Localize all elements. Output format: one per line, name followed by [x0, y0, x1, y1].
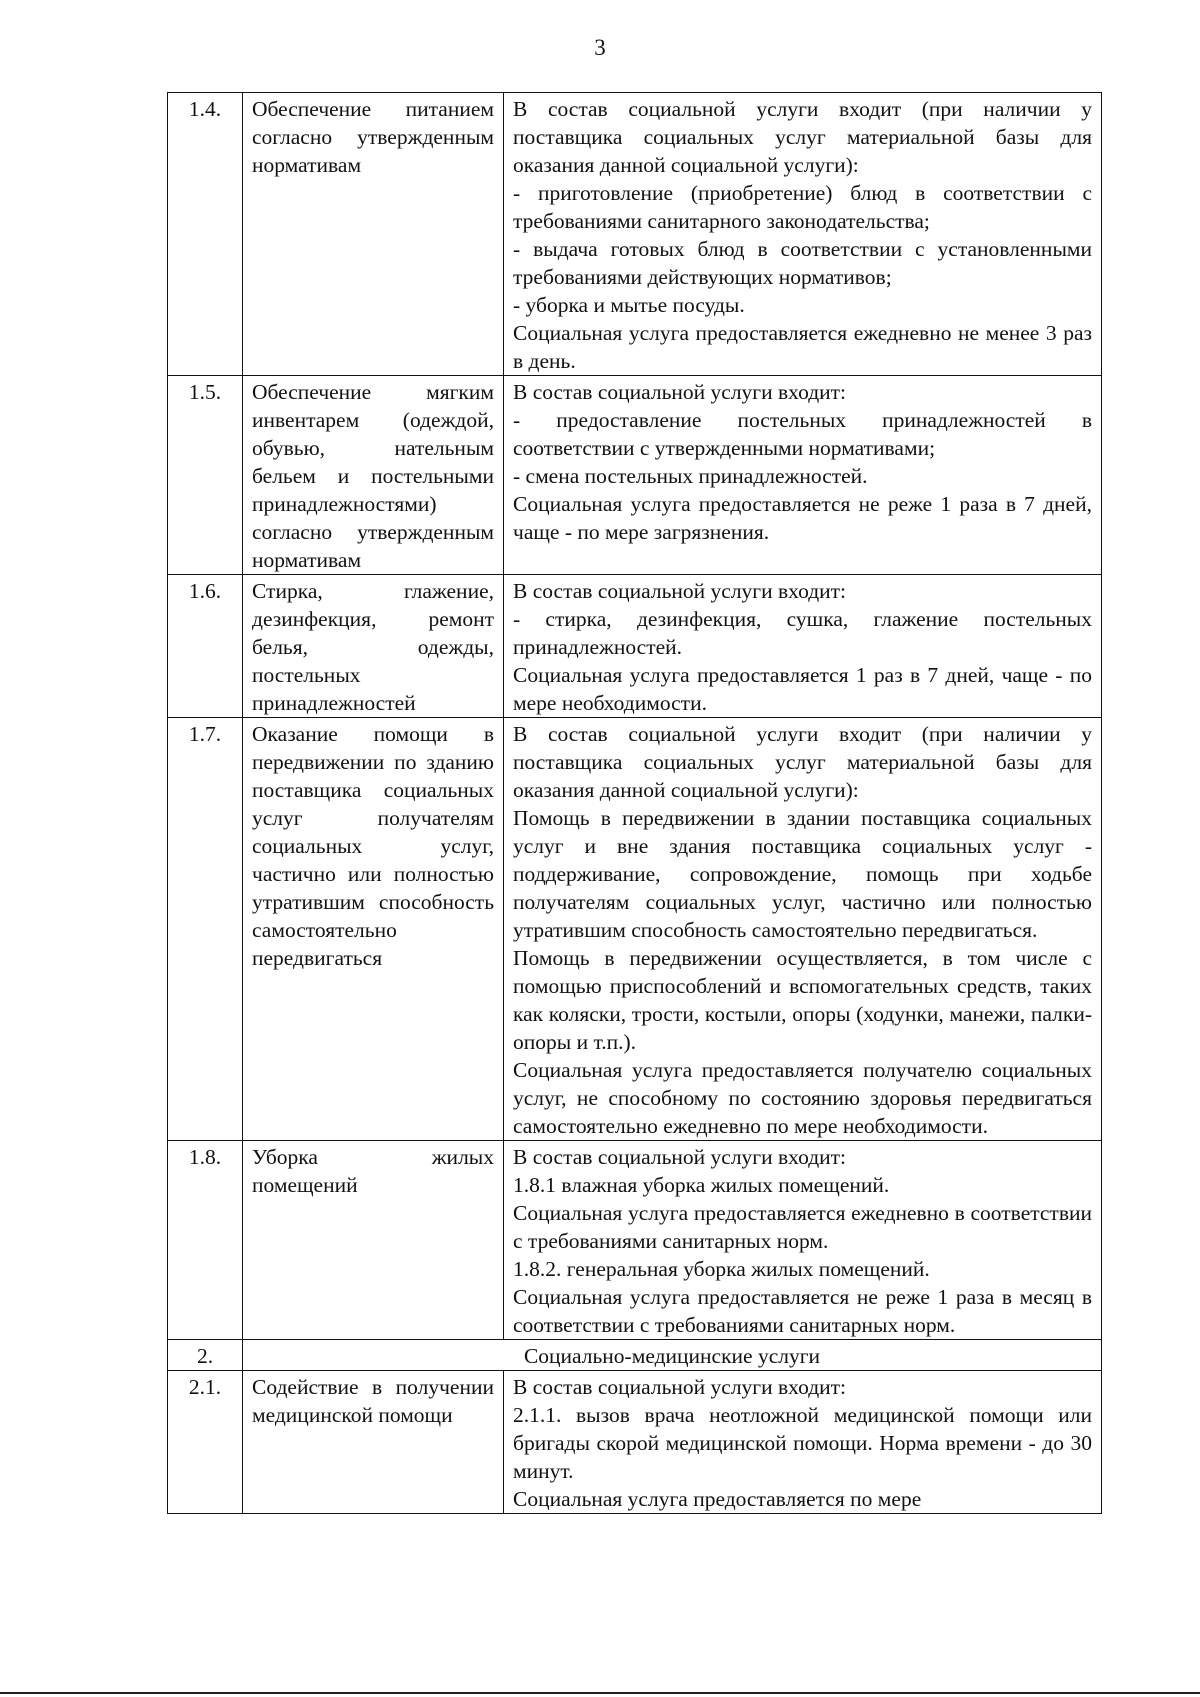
service-description	[504, 1141, 1102, 1340]
service-name: Обеспечение мягким инвентарем (одеждой, обувью, нательным бельем и постельными принадлежностями) согласно утвержденным нормативам	[243, 376, 504, 575]
service-description	[504, 376, 1102, 575]
description-line: В состав социальной услуги входит:	[513, 1145, 847, 1169]
table-row	[168, 376, 1102, 575]
description-line: Социальная услуга предоставляется не реже 1 раза в 7 дней, чаще - по мере загрязнения.	[513, 492, 1092, 544]
description-line: 1.8.1 влажная уборка жилых помещений.	[513, 1173, 890, 1197]
description-line: - предоставление постельных принадлежностей в соответствии с утвержденными нормативами;	[513, 408, 1092, 460]
section-number: 2.	[168, 1340, 243, 1371]
service-description	[504, 1371, 1102, 1514]
description-line: В состав социальной услуги входит:	[513, 1375, 847, 1399]
service-name: Содействие в получении медицинской помощи	[243, 1371, 504, 1514]
section-title: Социально-медицинские услуги	[243, 1340, 1102, 1371]
description-line: - смена постельных принадлежностей.	[513, 464, 868, 488]
description-line: Помощь в передвижении в здании поставщика социальных услуг и вне здания поставщика социальных услуг - поддерживание, сопровождение, помощь при ходьбе получателям социальных услуг, частично или полностью утратившим способность самостоятельно передвигаться.	[513, 806, 1092, 942]
table-row	[168, 575, 1102, 718]
table-row	[168, 718, 1102, 1141]
description-line: - приготовление (приобретение) блюд в соответствии с требованиями санитарного законодательства;	[513, 181, 1092, 233]
description-line: В состав социальной услуги входит:	[513, 380, 847, 404]
description-line: В состав социальной услуги входит (при наличии у поставщика социальных услуг материальной базы для оказания данной социальной услуги):	[513, 722, 1092, 802]
table-row	[168, 1371, 1102, 1514]
row-number: 1.8.	[168, 1141, 243, 1340]
scan-bottom-edge	[0, 1692, 1200, 1694]
services-table	[167, 92, 1102, 1514]
description-line: Социальная услуга предоставляется по мере	[513, 1487, 922, 1511]
row-number: 1.7.	[168, 718, 243, 1141]
description-line: - выдача готовых блюд в соответствии с установленными требованиями действующих нормативов;	[513, 237, 1092, 289]
row-number: 1.5.	[168, 376, 243, 575]
table-row	[168, 1141, 1102, 1340]
row-number: 1.4.	[168, 93, 243, 376]
description-line: Социальная услуга предоставляется ежедневно не менее 3 раз в день.	[513, 321, 1092, 373]
description-line: Социальная услуга предоставляется ежедневно в соответствии с требованиями санитарных норм.	[513, 1201, 1092, 1253]
service-description	[504, 575, 1102, 718]
description-line: - уборка и мытье посуды.	[513, 293, 745, 317]
service-name: Обеспечение питанием согласно утвержденным нормативам	[243, 93, 504, 376]
service-name: Стирка, глажение, дезинфекция, ремонт белья, одежды, постельных принадлежностей	[243, 575, 504, 718]
description-line: Социальная услуга предоставляется не реже 1 раза в месяц в соответствии с требованиями санитарных норм.	[513, 1285, 1092, 1337]
description-line: В состав социальной услуги входит:	[513, 579, 847, 603]
description-line: В состав социальной услуги входит (при наличии у поставщика социальных услуг материальной базы для оказания данной социальной услуги):	[513, 97, 1092, 177]
page-number: 3	[594, 35, 606, 60]
row-number: 1.6.	[168, 575, 243, 718]
service-description	[504, 93, 1102, 376]
description-line: 1.8.2. генеральная уборка жилых помещений.	[513, 1257, 930, 1281]
description-line: 2.1.1. вызов врача неотложной медицинской помощи или бригады скорой медицинской помощи. Норма времени - до 30 минут.	[513, 1403, 1092, 1483]
row-number: 2.1.	[168, 1371, 243, 1514]
description-line: - стирка, дезинфекция, сушка, глажение постельных принадлежностей.	[513, 607, 1092, 659]
service-description	[504, 718, 1102, 1141]
service-name: Оказание помощи в передвижении по зданию поставщика социальных услуг получателям социальных услуг, частично или полностью утратившим способность самостоятельно передвигаться	[243, 718, 504, 1141]
service-name: Уборка жилых помещений	[243, 1141, 504, 1340]
section-row	[168, 1340, 1102, 1371]
description-line: Социальная услуга предоставляется 1 раз в 7 дней, чаще - по мере необходимости.	[513, 663, 1092, 715]
description-line: Помощь в передвижении осуществляется, в том числе с помощью приспособлений и вспомогательных средств, таких как коляски, трости, костыли, опоры (ходунки, манежи, палки-опоры и т.п.).	[513, 946, 1092, 1054]
table-row	[168, 93, 1102, 376]
description-line: Социальная услуга предоставляется получателю социальных услуг, не способному по состоянию здоровья передвигаться самостоятельно ежедневно по мере необходимости.	[513, 1058, 1092, 1138]
